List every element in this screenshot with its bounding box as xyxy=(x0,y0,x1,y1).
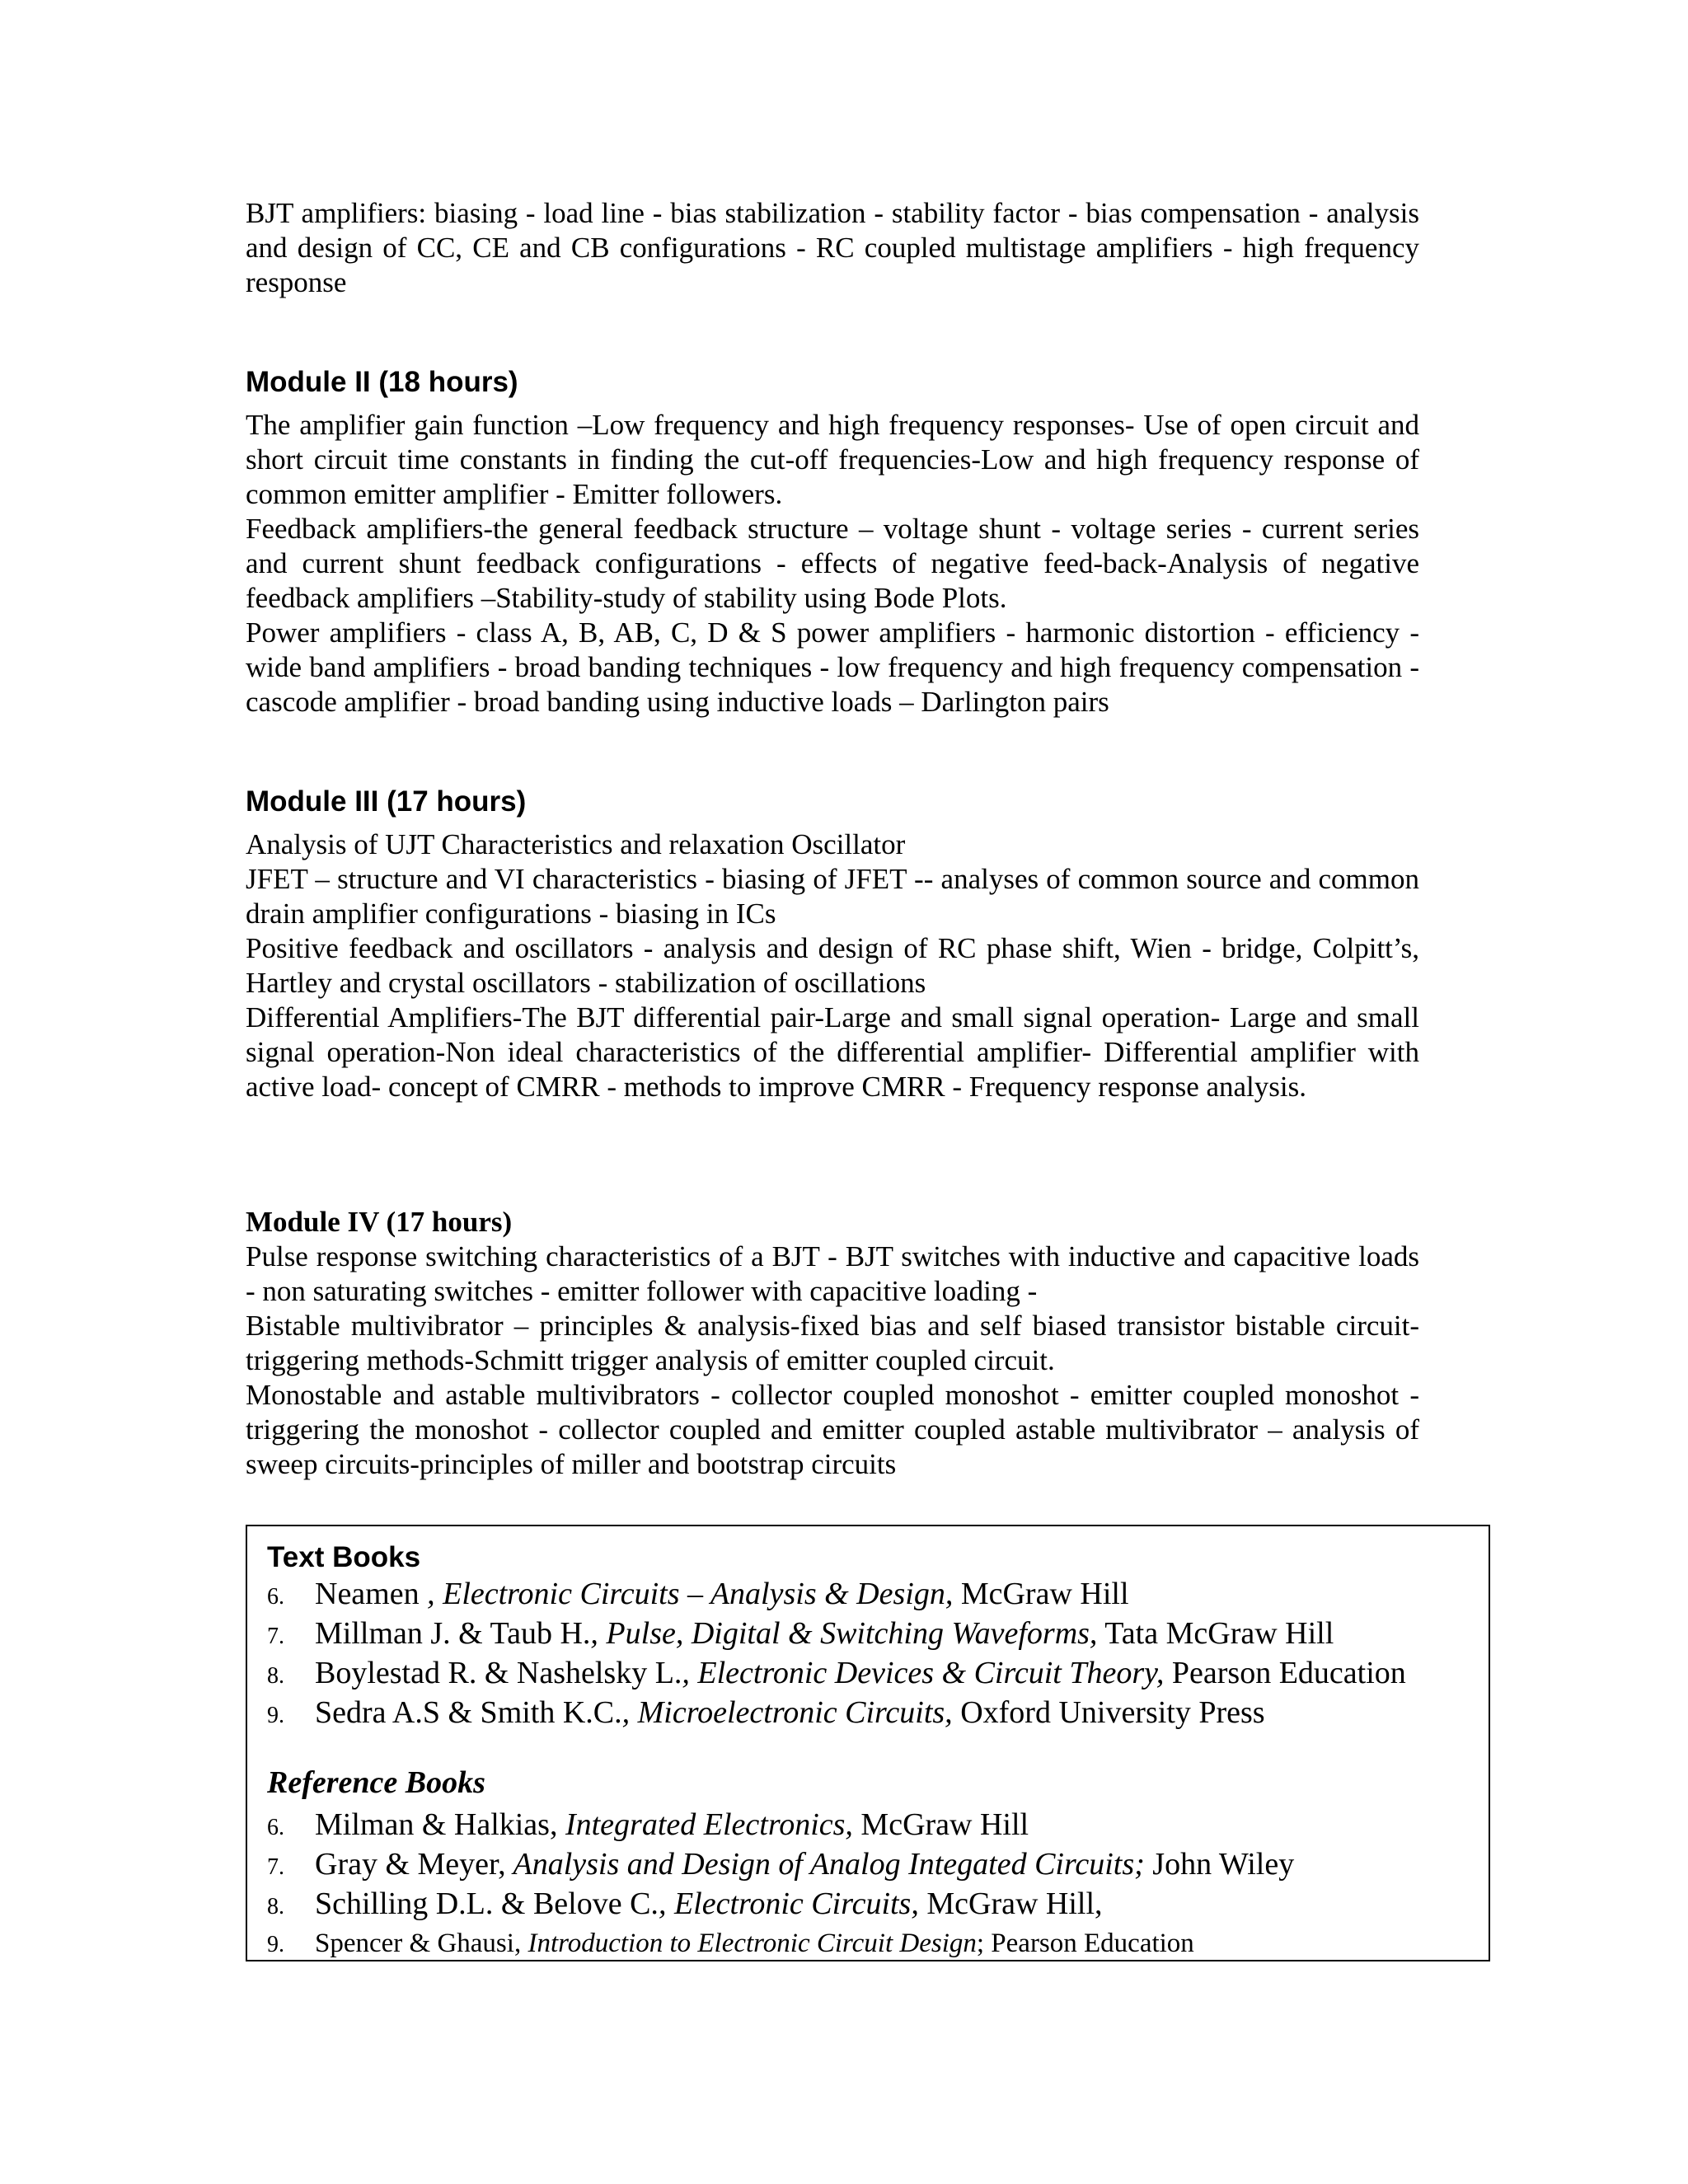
list-number: 7. xyxy=(267,1624,284,1649)
module-2-heading: Module II (18 hours) xyxy=(246,366,518,398)
book-publisher: McGraw Hill xyxy=(852,1807,1029,1842)
module-4-paragraph-1: Pulse response switching characteristics of a BJT - BJT switches with inductive and capacitive loads - non saturating switches - emitter follower with capacitive loading - xyxy=(246,1240,1419,1307)
list-number: 8. xyxy=(267,1663,284,1689)
reference-book-item xyxy=(267,1886,1489,1925)
text-books-title: Text Books xyxy=(267,1541,421,1573)
reference-book-item xyxy=(267,1846,1489,1886)
module-3-section xyxy=(246,785,1419,1104)
list-number: 6. xyxy=(267,1584,284,1610)
book-title: Integrated Electronics, xyxy=(557,1807,853,1842)
book-title: , Pulse, Digital & Switching Waveforms, xyxy=(590,1616,1098,1651)
module-2-paragraph-3: Power amplifiers - class A, B, AB, C, D & S power amplifiers - harmonic distortion - efficiency - wide band amplifiers - broad banding techniques - low frequency and high frequency compensation - cascode amplifier - broad banding using inductive loads – Darlington pairs xyxy=(246,616,1419,718)
book-author: Gray & Meyer, xyxy=(315,1847,506,1882)
module-3-paragraph-2: JFET – structure and VI characteristics - biasing of JFET -- analyses of common source and common drain amplifier configurations - biasing in ICs xyxy=(246,863,1419,930)
module-3-paragraph-1: Analysis of UJT Characteristics and relaxation Oscillator xyxy=(246,828,906,860)
book-author: Boylestad R. & Nashelsky L. xyxy=(315,1656,682,1690)
book-publisher: Pearson Education xyxy=(1164,1656,1406,1690)
list-number: 9. xyxy=(267,1703,284,1728)
book-title: , Microelectronic Circuits, xyxy=(621,1695,953,1730)
book-author: Spencer & Ghausi, xyxy=(315,1929,522,1958)
book-author: Milman & Halkias, xyxy=(315,1807,558,1842)
book-publisher: John Wiley xyxy=(1144,1847,1295,1882)
book-title: , Electronic Circuits, xyxy=(658,1886,919,1921)
book-publisher: ; Pearson Education xyxy=(976,1929,1194,1958)
list-number: 7. xyxy=(267,1854,284,1880)
intro-section xyxy=(246,196,1419,300)
module-3-paragraph-3: Positive feedback and oscillators - analysis and design of RC phase shift, Wien - bridge, Colpitt’s, Hartley and crystal oscillators - stabilization of oscillations xyxy=(246,932,1419,999)
book-author: Sedra A.S & Smith K.C. xyxy=(315,1695,622,1730)
text-book-item xyxy=(267,1655,1489,1694)
reference-book-item xyxy=(267,1807,1489,1846)
module-2-paragraph-2: Feedback amplifiers-the general feedback structure – voltage shunt - voltage series - current series and current shunt feedback configurations - effects of negative feed-back-Analysis of negative feedback amplifiers –Stability-study of stability using Bode Plots. xyxy=(246,513,1419,614)
intro-paragraph: BJT amplifiers: biasing - load line - bias stabilization - stability factor - bias compensation - analysis and design of CC, CE and CB configurations - RC coupled multistage amplifiers - high frequency response xyxy=(246,197,1419,298)
book-title: , Electronic Circuits – Analysis & Design, xyxy=(419,1577,954,1611)
book-title: Analysis and Design of Analog Integated Circuits; xyxy=(505,1847,1145,1882)
book-publisher: McGraw Hill, xyxy=(918,1886,1103,1921)
text-book-item xyxy=(267,1615,1489,1655)
reference-books-title: Reference Books xyxy=(267,1765,485,1800)
module-4-paragraph-3: Monostable and astable multivibrators - collector coupled monoshot - emitter coupled monoshot - triggering the monoshot - collector coupled and emitter coupled astable multivibrator – analysis of sweep circuits-principles of miller and bootstrap circuits xyxy=(246,1379,1419,1480)
text-book-item xyxy=(267,1576,1489,1615)
book-author: Neamen xyxy=(315,1577,420,1611)
book-publisher: McGraw Hill xyxy=(953,1577,1129,1611)
module-4-heading: Module IV (17 hours) xyxy=(246,1206,513,1238)
book-author: Millman J. & Taub H. xyxy=(315,1616,591,1651)
module-2-paragraph-1: The amplifier gain function –Low frequency and high frequency responses- Use of open circuit and short circuit time constants in finding the cut-off frequencies-Low and high frequency response of common emitter amplifier - Emitter followers. xyxy=(246,409,1419,510)
books-box xyxy=(246,1525,1490,1961)
book-title: Introduction to Electronic Circuit Design xyxy=(521,1929,977,1958)
module-3-paragraph-4: Differential Amplifiers-The BJT differential pair-Large and small signal operation- Large and small signal operation-Non ideal characteristics of the differential amplifier- Differential amplifier with active load- concept of CMRR - methods to improve CMRR - Frequency response analysis. xyxy=(246,1001,1419,1103)
list-number: 6. xyxy=(267,1815,284,1840)
module-3-heading: Module III (17 hours) xyxy=(246,785,527,818)
module-4-paragraph-2: Bistable multivibrator – principles & analysis-fixed bias and self biased transistor bistable circuit-triggering methods-Schmitt trigger analysis of emitter coupled circuit. xyxy=(246,1310,1419,1376)
book-title: , Electronic Devices & Circuit Theory, xyxy=(682,1656,1165,1690)
module-4-section xyxy=(246,1205,1419,1482)
book-author: Schilling D.L. & Belove C. xyxy=(315,1886,659,1921)
list-number: 8. xyxy=(267,1894,284,1919)
text-book-item xyxy=(267,1694,1489,1734)
reference-book-item xyxy=(267,1925,1489,1963)
list-number: 9. xyxy=(267,1932,284,1957)
book-publisher: Oxford University Press xyxy=(952,1695,1265,1730)
module-2-section xyxy=(246,365,1419,719)
book-publisher: Tata McGraw Hill xyxy=(1097,1616,1334,1651)
